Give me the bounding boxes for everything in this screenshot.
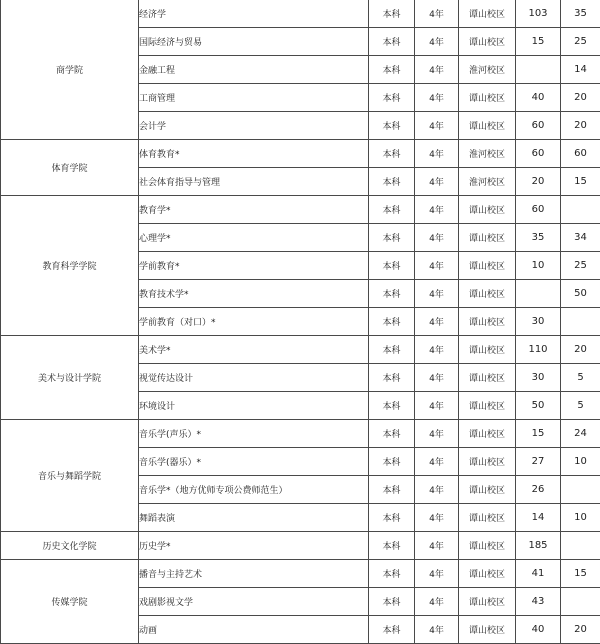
campus-cell: 淮河校区 (459, 140, 516, 168)
table-row (1, 560, 600, 588)
major-cell: 美术学* (139, 336, 369, 364)
quota-a-cell: 10 (516, 252, 561, 280)
quota-b-cell: 60 (561, 140, 600, 168)
major-cell: 体育教育* (139, 140, 369, 168)
quota-a-cell: 30 (516, 308, 561, 336)
campus-cell: 谭山校区 (459, 392, 516, 420)
campus-cell: 淮河校区 (459, 168, 516, 196)
campus-cell: 谭山校区 (459, 532, 516, 560)
duration-cell: 4年 (415, 532, 459, 560)
major-cell: 动画 (139, 616, 369, 644)
duration-cell: 4年 (415, 616, 459, 644)
major-cell: 历史学* (139, 532, 369, 560)
major-cell: 播音与主持艺术 (139, 560, 369, 588)
quota-b-cell: 20 (561, 84, 600, 112)
duration-cell: 4年 (415, 280, 459, 308)
duration-cell: 4年 (415, 448, 459, 476)
quota-b-cell: 15 (561, 560, 600, 588)
level-cell: 本科 (369, 56, 415, 84)
table-row (1, 336, 600, 364)
major-cell: 视觉传达设计 (139, 364, 369, 392)
college-name-cell: 美术与设计学院 (1, 336, 139, 420)
level-cell: 本科 (369, 224, 415, 252)
level-cell: 本科 (369, 28, 415, 56)
campus-cell: 谭山校区 (459, 0, 516, 28)
table-row (1, 140, 600, 168)
quota-a-cell: 20 (516, 168, 561, 196)
quota-a-cell: 30 (516, 364, 561, 392)
college-name-cell: 商学院 (1, 0, 139, 140)
campus-cell: 谭山校区 (459, 588, 516, 616)
quota-a-cell: 15 (516, 420, 561, 448)
duration-cell: 4年 (415, 588, 459, 616)
duration-cell: 4年 (415, 168, 459, 196)
quota-b-cell: 5 (561, 392, 600, 420)
quota-b-cell: 5 (561, 364, 600, 392)
campus-cell: 谭山校区 (459, 504, 516, 532)
quota-b-cell: 34 (561, 224, 600, 252)
major-cell: 心理学* (139, 224, 369, 252)
quota-b-cell: 25 (561, 252, 600, 280)
campus-cell: 谭山校区 (459, 336, 516, 364)
duration-cell: 4年 (415, 252, 459, 280)
quota-b-cell: 20 (561, 616, 600, 644)
major-cell: 社会体育指导与管理 (139, 168, 369, 196)
major-cell: 教育技术学* (139, 280, 369, 308)
quota-b-cell: 14 (561, 56, 600, 84)
quota-b-cell: 10 (561, 448, 600, 476)
quota-a-cell: 15 (516, 28, 561, 56)
level-cell: 本科 (369, 196, 415, 224)
duration-cell: 4年 (415, 28, 459, 56)
level-cell: 本科 (369, 504, 415, 532)
level-cell: 本科 (369, 336, 415, 364)
college-name-cell: 传媒学院 (1, 560, 139, 644)
table-row (1, 420, 600, 448)
quota-b-cell (561, 308, 600, 336)
campus-cell: 谭山校区 (459, 84, 516, 112)
campus-cell: 谭山校区 (459, 308, 516, 336)
major-cell: 会计学 (139, 112, 369, 140)
campus-cell: 谭山校区 (459, 28, 516, 56)
level-cell: 本科 (369, 532, 415, 560)
campus-cell: 谭山校区 (459, 364, 516, 392)
quota-b-cell: 50 (561, 280, 600, 308)
major-cell: 金融工程 (139, 56, 369, 84)
level-cell: 本科 (369, 364, 415, 392)
quota-a-cell: 50 (516, 392, 561, 420)
quota-a-cell: 27 (516, 448, 561, 476)
duration-cell: 4年 (415, 392, 459, 420)
quota-b-cell: 35 (561, 0, 600, 28)
level-cell: 本科 (369, 84, 415, 112)
quota-a-cell: 41 (516, 560, 561, 588)
campus-cell: 谭山校区 (459, 224, 516, 252)
duration-cell: 4年 (415, 476, 459, 504)
level-cell: 本科 (369, 476, 415, 504)
level-cell: 本科 (369, 588, 415, 616)
college-name-cell: 历史文化学院 (1, 532, 139, 560)
duration-cell: 4年 (415, 504, 459, 532)
quota-b-cell (561, 196, 600, 224)
campus-cell: 谭山校区 (459, 420, 516, 448)
quota-a-cell (516, 280, 561, 308)
campus-cell: 谭山校区 (459, 280, 516, 308)
major-cell: 戏剧影视文学 (139, 588, 369, 616)
level-cell: 本科 (369, 448, 415, 476)
quota-a-cell: 40 (516, 616, 561, 644)
quota-b-cell: 20 (561, 336, 600, 364)
quota-b-cell: 25 (561, 28, 600, 56)
level-cell: 本科 (369, 0, 415, 28)
campus-cell: 谭山校区 (459, 112, 516, 140)
quota-a-cell: 35 (516, 224, 561, 252)
college-name-cell: 音乐与舞蹈学院 (1, 420, 139, 532)
quota-a-cell: 26 (516, 476, 561, 504)
quota-a-cell: 60 (516, 196, 561, 224)
college-name-cell: 教育科学学院 (1, 196, 139, 336)
duration-cell: 4年 (415, 140, 459, 168)
campus-cell: 谭山校区 (459, 476, 516, 504)
level-cell: 本科 (369, 420, 415, 448)
duration-cell: 4年 (415, 196, 459, 224)
major-cell: 经济学 (139, 0, 369, 28)
quota-a-cell: 60 (516, 112, 561, 140)
duration-cell: 4年 (415, 364, 459, 392)
quota-a-cell: 14 (516, 504, 561, 532)
level-cell: 本科 (369, 252, 415, 280)
duration-cell: 4年 (415, 308, 459, 336)
major-cell: 音乐学*（地方优师专项公费师范生） (139, 476, 369, 504)
table-row (1, 0, 600, 28)
duration-cell: 4年 (415, 224, 459, 252)
table-body (1, 0, 600, 644)
duration-cell: 4年 (415, 0, 459, 28)
quota-b-cell (561, 588, 600, 616)
quota-a-cell (516, 56, 561, 84)
duration-cell: 4年 (415, 560, 459, 588)
campus-cell: 谭山校区 (459, 560, 516, 588)
quota-b-cell: 15 (561, 168, 600, 196)
table-row (1, 532, 600, 560)
campus-cell: 谭山校区 (459, 616, 516, 644)
level-cell: 本科 (369, 616, 415, 644)
major-cell: 学前教育* (139, 252, 369, 280)
major-cell: 国际经济与贸易 (139, 28, 369, 56)
quota-a-cell: 103 (516, 0, 561, 28)
level-cell: 本科 (369, 560, 415, 588)
major-cell: 音乐学(声乐）* (139, 420, 369, 448)
level-cell: 本科 (369, 168, 415, 196)
level-cell: 本科 (369, 392, 415, 420)
campus-cell: 谭山校区 (459, 448, 516, 476)
level-cell: 本科 (369, 308, 415, 336)
level-cell: 本科 (369, 280, 415, 308)
duration-cell: 4年 (415, 84, 459, 112)
campus-cell: 淮河校区 (459, 56, 516, 84)
duration-cell: 4年 (415, 420, 459, 448)
major-cell: 工商管理 (139, 84, 369, 112)
duration-cell: 4年 (415, 336, 459, 364)
duration-cell: 4年 (415, 112, 459, 140)
quota-b-cell: 10 (561, 504, 600, 532)
college-name-cell: 体育学院 (1, 140, 139, 196)
level-cell: 本科 (369, 112, 415, 140)
quota-b-cell: 24 (561, 420, 600, 448)
quota-b-cell: 20 (561, 112, 600, 140)
quota-a-cell: 40 (516, 84, 561, 112)
campus-cell: 谭山校区 (459, 196, 516, 224)
major-cell: 环境设计 (139, 392, 369, 420)
major-cell: 教育学* (139, 196, 369, 224)
quota-b-cell (561, 532, 600, 560)
quota-a-cell: 43 (516, 588, 561, 616)
major-cell: 舞蹈表演 (139, 504, 369, 532)
quota-a-cell: 110 (516, 336, 561, 364)
duration-cell: 4年 (415, 56, 459, 84)
quota-a-cell: 185 (516, 532, 561, 560)
campus-cell: 谭山校区 (459, 252, 516, 280)
table-row (1, 196, 600, 224)
major-cell: 学前教育（对口）* (139, 308, 369, 336)
major-cell: 音乐学(器乐）* (139, 448, 369, 476)
quota-b-cell (561, 476, 600, 504)
level-cell: 本科 (369, 140, 415, 168)
quota-a-cell: 60 (516, 140, 561, 168)
